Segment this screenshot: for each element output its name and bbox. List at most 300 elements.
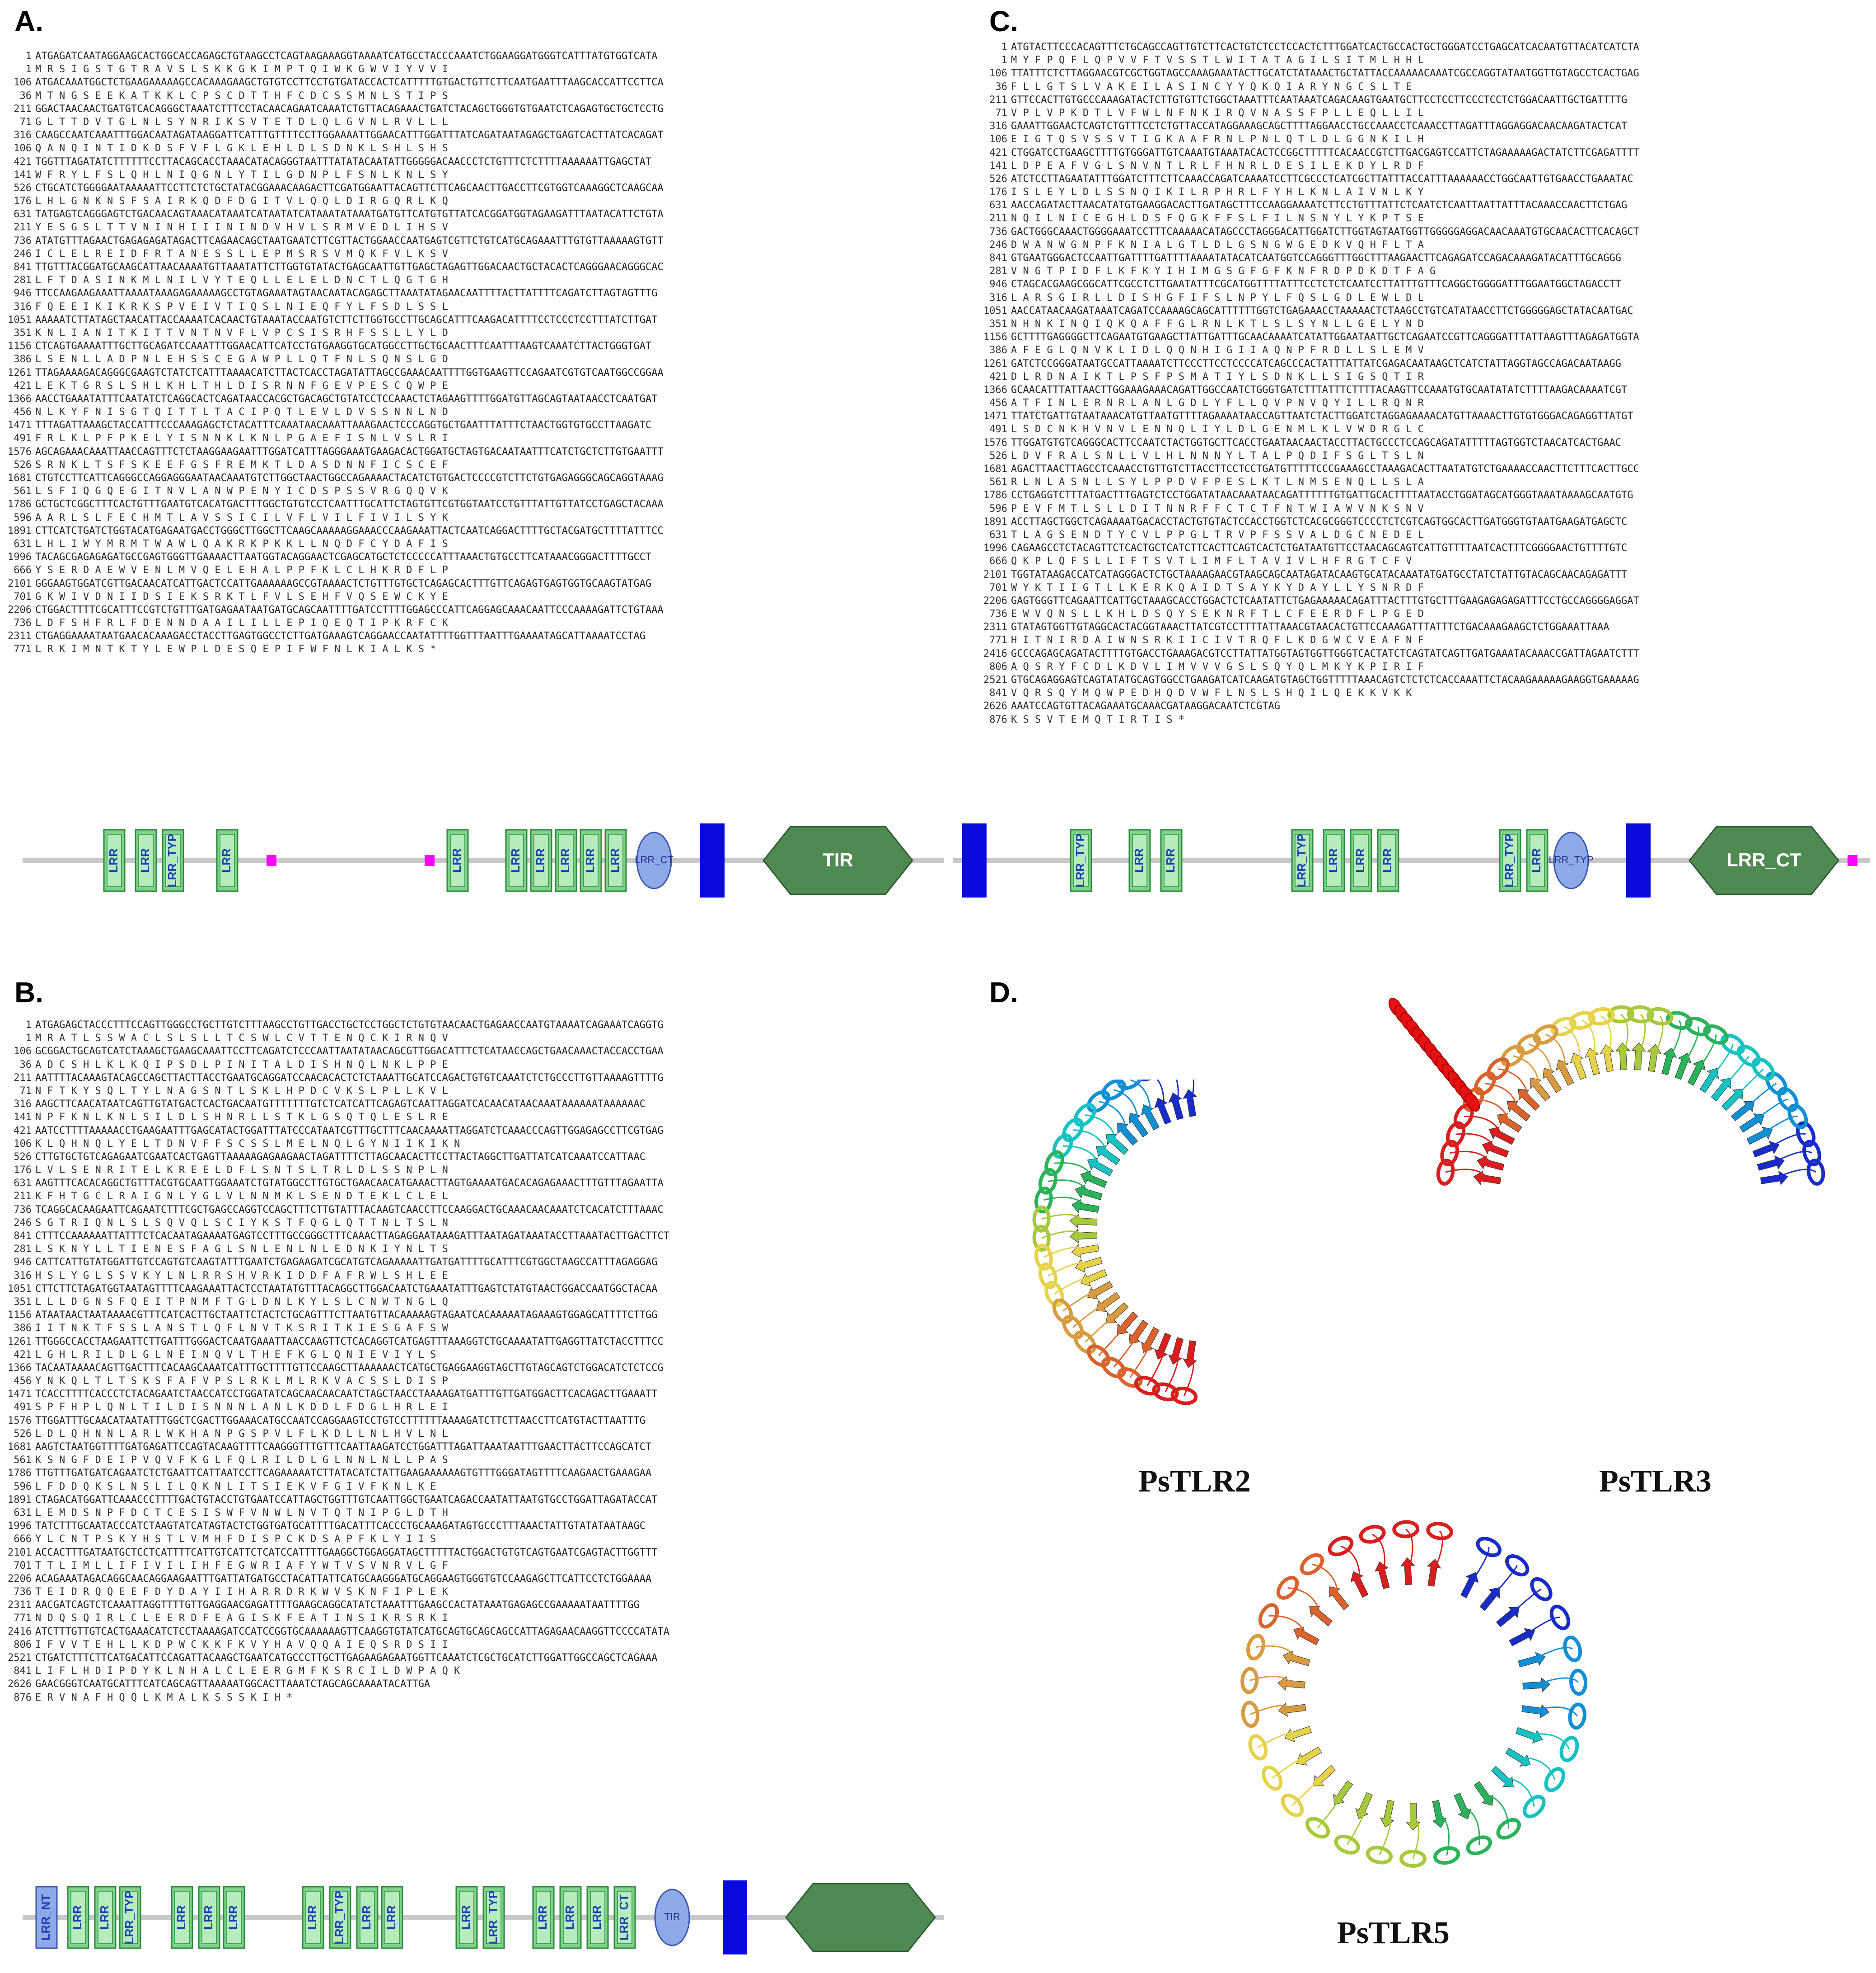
transmembrane-region [962, 823, 987, 898]
protein-sequence-line [0, 1269, 669, 1282]
lrr-domain [1129, 830, 1150, 891]
sequence-position-number: 1261 [983, 358, 1007, 369]
panel-a-label: A. [14, 5, 43, 37]
nucleotide-sequence-line [0, 1572, 669, 1585]
low-complexity-region [267, 855, 276, 866]
nucleotide-sequence-line [976, 594, 1639, 608]
sequence-text: TTGTTTGATGATCAGAATCTCTGAATTCATTAATCCTTCAGAAAAATCTTATACATCTATTGAAGAAAAAAGTGTTTGGGATAGTTTTCAAGAACTGAAAGAA [35, 1468, 652, 1479]
sequence-text: N Q I L N I C E G H L D S F Q G K F F S L F I L N S N Y L Y K P T S E [1011, 213, 1424, 224]
nucleotide-sequence-line [0, 1203, 669, 1216]
sequence-text: N D Q S Q I R L C L E E R D F E A G I S K F E A T I N S I K R S R K I [35, 1613, 448, 1624]
protein-sequence-line [0, 248, 664, 261]
protein-sequence-line [976, 265, 1639, 278]
nucleotide-sequence-line [0, 1177, 669, 1190]
sequence-text: CTGGATCCTGAAGCTTTTGTGGGATTGTCAAATGTAAATACACTCCGGCTTTTTCACAACCGTCTTGACGAGTCCATTCTAGAAAAAGACTATCTTCGAGATTTT [1011, 147, 1639, 159]
sequence-text: AACGATCAGTCTCAAATTAGGTTTTGTTGAGGAACGAGATTTTGAAGCAGGCATATCTAAATTTGAAGCCACTATAAATGAGAGCCGAAAAATAATTTTGG [35, 1599, 640, 1611]
sequence-text: A F E G L Q N V K L I D L Q Q N H I G I I A Q N P F R D L L S L E M V [1011, 345, 1424, 356]
sequence-position-number: 596 [14, 512, 32, 524]
sequence-position-number: 456 [14, 1375, 32, 1387]
sequence-position-number: 2626 [983, 701, 1007, 712]
sequence-text: G K W I V D N I I D S I E K S R K T L F V L S E H F V Q S E W C K Y E [35, 591, 448, 603]
protein-sequence-line [976, 370, 1639, 383]
pstlr5-helix [1521, 1793, 1548, 1820]
lrr-label: LRR [562, 1905, 576, 1930]
protein-sequence-line [0, 1348, 669, 1361]
nucleotide-sequence-line [0, 1651, 669, 1664]
lrr-domain [1500, 830, 1520, 891]
pstlr5-helix [1327, 1534, 1354, 1558]
sequence-position-number: 491 [14, 433, 32, 444]
sequence-position-number: 736 [14, 235, 32, 247]
protein-sequence-line [0, 116, 664, 129]
sequence-text: TTGGGCCACCTAAGAATTCTTGATTTGGGACTCAATGAAATTAACCAAGTTCTCACAGGTCATGAGTTTAAAGGTCTGCAAAATATTGAGGTTATCTACCTTTCC [35, 1336, 664, 1347]
pstlr2-helix [1072, 1101, 1099, 1128]
nucleotide-sequence-line [0, 1493, 669, 1506]
sequence-position-number: 351 [14, 1296, 32, 1308]
nucleotide-sequence-line [0, 1309, 669, 1322]
pstlr5-helix [1298, 1551, 1326, 1577]
lrr-label: LRR [174, 1905, 188, 1930]
nucleotide-sequence-line [0, 1440, 669, 1454]
protein-sequence-line [976, 476, 1639, 489]
protein-sequence-line [0, 1032, 669, 1045]
nucleotide-sequence-line [0, 1467, 669, 1480]
sequence-text: H I T N I R D A I W N S R K I I C I V T R Q F L K D G W C V E A F N F [1011, 635, 1424, 646]
lrr-domain [483, 1887, 504, 1948]
sequence-text: L A R S G I R L L D I S H G F I F S L N P Y L F Q S L G D L E W L D L [1011, 292, 1424, 304]
nucleotide-sequence-line [976, 515, 1639, 528]
sequence-text: CATTCATTGTATGGATTGTCCAGTGTCAAGTATTTGAATCTGAGAAGATCGCATGTCAGAAAAATTGATGATTTTGCATTTCGTGGCTAAGCCATTTAGAGGAG [35, 1257, 658, 1268]
lrr-label: LRR [589, 1905, 604, 1930]
sequence-text: ATATGTTTAGAACTGAGAGAGATAGACTTCAGAACAGCTAATGAATCTTCGTTACTGGAACCAATGAGTCGTTCTGTCATGCAGAAATTTGTGTTAAAAAGTGTT [35, 235, 664, 247]
sequence-text: AAGTTTCACACAGGCTGTTTACGTGCAATTGGAAATCTGTATGGCCTTGTGCTGAACAACATGAAACTTAGTGAAAATGACACAGAGAAACTTTGTTTAGAATTA [35, 1178, 664, 1189]
sequence-text: Y L C N T P S K Y H S T L V M H F D I S P C K D S A P F K L Y I I S [35, 1534, 436, 1545]
sequence-text: TTATTTCTCTTAGGAACGTCGCTGGTAGCCAAAGAAATACTTGCATCTATAAACTGCTATTACCAAAAACAAATCGCCAGGTATAATGGTTGTAGCCTCACTGAG [1011, 68, 1639, 79]
sequence-position-number: 526 [14, 1428, 32, 1440]
protein-sequence-line [976, 291, 1639, 304]
protein-sequence-line [976, 159, 1639, 173]
sequence-position-number: 246 [14, 1217, 32, 1229]
lrr-label: LRR [1529, 848, 1543, 873]
protein-sequence-line [0, 590, 664, 603]
nucleotide-sequence-line [0, 1546, 669, 1559]
nucleotide-sequence-line [0, 1282, 669, 1295]
nucleotide-sequence-line [0, 603, 664, 617]
sequence-text: AGACTTAACTTAGCCTCAAACCTGTTGTCTTACCTTCCTCCTGATGTTTTTCCCGAAAGCCTAAAGACACTTAATATGTCTGAAAACCAACTTCTTTCACTTGCC [1011, 463, 1639, 475]
pstlr3-helix [1719, 1032, 1747, 1057]
lrr-ct-label: LRR_TYP [1549, 854, 1594, 865]
lrr-label: LRR [201, 1905, 215, 1930]
sequence-text: L H L G N K N S F S A I R K Q D F D G I T V L Q Q L D I R G Q R L K Q [35, 196, 448, 207]
protein-sequence-line [976, 713, 1639, 726]
sequence-position-number: 631 [989, 200, 1007, 211]
protein-sequence-line [0, 1691, 669, 1704]
sequence-text: CTGCATCTGGGGAATAAAAATTCCTTCTCTGCTATACGGAAACAAGACTTCGATGGAATTACAGTTCTTCAGCAACTTGACCTTCGTGGTCAAAGGCTCAAGCAA [35, 182, 664, 194]
sequence-position-number: 1366 [8, 1362, 32, 1374]
sequence-position-number: 2206 [983, 595, 1007, 607]
protein-sequence-line [976, 502, 1639, 515]
sequence-position-number: 666 [14, 1534, 32, 1545]
nucleotide-sequence-line [0, 1256, 669, 1269]
nucleotide-sequence-line [0, 1124, 669, 1137]
sequence-position-number: 841 [989, 252, 1007, 264]
sequence-position-number: 596 [989, 503, 1007, 514]
sequence-text: N F T K Y S Q L T Y L N A G S N T L S K L H P D C V K S L P L L K V L [35, 1085, 448, 1097]
sequence-text: CCTGAGGTCTTTATGACTTTGAGTCTCCTGGATATAACAAATAACAGATTTTTTGTGATTGCACTTTTAATACCTGGATAGCATGGGTAAATAAAAGCAATGTG [1011, 490, 1633, 501]
nucleotide-sequence-line [0, 1019, 669, 1032]
pstlr3-helix [1775, 1085, 1800, 1113]
pstlr5-helix [1304, 1815, 1332, 1840]
panel-a-sequence [0, 50, 664, 656]
nucleotide-sequence-line [0, 76, 664, 89]
sequence-position-number: 2101 [8, 1547, 32, 1558]
sequence-position-number: 2416 [8, 1626, 32, 1637]
lrr-label: LRR [535, 1905, 549, 1930]
low-complexity-region [1848, 855, 1857, 866]
sequence-position-number: 36 [19, 1059, 32, 1071]
protein-sequence-line [0, 1638, 669, 1651]
lrr-domain [357, 1887, 378, 1948]
nucleotide-sequence-line [0, 472, 664, 485]
sequence-position-number: 631 [989, 529, 1007, 541]
sequence-position-number: 561 [14, 1454, 32, 1466]
lrr-domain [120, 1887, 140, 1948]
sequence-text: E W V Q N S L L K H L D S Q Y S E K N R F T L C F E E R D F L P G E D [1011, 608, 1424, 620]
sequence-position-number: 106 [14, 143, 32, 154]
sequence-position-number: 491 [989, 424, 1007, 435]
sequence-text: L D L Q H N N L A R L W K H A N P G S P V L F L K D L L N L H V L N L [35, 1428, 448, 1440]
pstlr5-helix [1503, 1552, 1531, 1579]
sequence-position-number: 2416 [983, 648, 1007, 659]
protein-sequence-line [0, 617, 664, 630]
sequence-position-number: 211 [14, 222, 32, 234]
nucleotide-sequence-line [976, 146, 1639, 159]
nucleotide-sequence-line [976, 542, 1639, 555]
nucleotide-sequence-line [0, 50, 664, 63]
sequence-position-number: 141 [14, 1112, 32, 1123]
nucleotide-sequence-line [0, 1678, 669, 1691]
protein-sequence-line [976, 80, 1639, 94]
transmembrane-region [723, 1880, 747, 1954]
sequence-text: P E V F M T L S L L D I T N N R F F C T C T F N T W I A W V N K S N V [1011, 503, 1424, 514]
pstlr5-helix [1359, 1524, 1385, 1544]
lrr-label: LRR [106, 848, 120, 873]
protein-sequence-line [0, 221, 664, 234]
lrr-label: LRR [1326, 848, 1340, 873]
nucleotide-sequence-line [0, 551, 664, 564]
sequence-text: L H L I W Y M R M T W A W L Q A K R K P K K L L N Q D F C Y D A F I S [35, 538, 448, 550]
lrr-domain [1071, 830, 1091, 891]
protein-sequence-line [976, 212, 1639, 225]
sequence-text: Q A N Q I N T I D K D S F V F L G K L E H L D L S D N K L S H L S H S [35, 143, 448, 154]
nucleotide-sequence-line [0, 1045, 669, 1058]
sequence-position-number: 106 [989, 134, 1007, 145]
sequence-text: TGGTTTAGATATCTTTTTTCCTTACAGCACCTAAACATACAGGGTAATTTATATACAATATTGGGGGACAACCCTCTGTTTCTCTTTTAAAAAATTGAGCTAT [35, 156, 652, 168]
sequence-position-number: 841 [14, 1665, 32, 1677]
nucleotide-sequence-line [0, 393, 664, 406]
sequence-text: GATCTCCGGGATAATGCCATTAAAATCTTCCCTTCCTCCCCATCAGCCCACTATTTATTATCGAGACAATAAGCTCATCTATTAGGTAGCCAGACAATAAGG [1011, 358, 1622, 369]
sequence-position-number: 176 [14, 1164, 32, 1176]
protein-sequence-line [0, 89, 664, 103]
nucleotide-sequence-line [0, 129, 664, 142]
sequence-text: TTGTTTACGGATGCAAGCATTAACAAAATGTTAAATATTCTTGGTGTATACTGAGCAATTGTTGAGCTAGAGTTGGACAACTGCTACACTCAGGGAACAGGGCAC [35, 262, 664, 273]
lrr-label: LRR_TYP [486, 1890, 500, 1945]
sequence-text: TATCTTTGCAATACCCATCTAAGTATCATAGTACTCTGGTGATGCATTTTGACATTTCACCCTGCAAAGATAGTGCCCTTTAAACTATTGTATATAATAAGC [35, 1520, 646, 1532]
sequence-position-number: 666 [989, 556, 1007, 567]
nucleotide-sequence-line [0, 287, 664, 300]
lrr-domain [172, 1887, 192, 1948]
sequence-position-number: 1261 [8, 367, 32, 379]
sequence-position-number: 281 [14, 1244, 32, 1255]
tir-domain [786, 1884, 935, 1951]
sequence-text: E R V N A F H Q Q L K M A L K S S S K I H * [35, 1692, 293, 1703]
sequence-text: CTGGACTTTTCGCATTTCCGTCTGTTTGATGAGAATAATGATGCAGCAATTTTGATCCTTTTGGAGCCCATTCAGGAGCAAACAATTCCCAAAAGATTCTGTAAA [35, 604, 664, 616]
sequence-position-number: 71 [19, 116, 32, 128]
sequence-position-number: 1 [1001, 42, 1007, 53]
nucleotide-sequence-line [976, 357, 1639, 370]
sequence-position-number: 1156 [8, 1309, 32, 1321]
sequence-position-number: 1996 [983, 542, 1007, 554]
sequence-text: GGGAAGTGGATCGTTGACAACATCATTGACTCCATTGAAAAAAGCCGTAAAACTCTGTTTGTGCTCAGAGCACTTTGTTCAGAGTGAGTGGTGCAAGTATGAG [35, 578, 652, 589]
sequence-position-number: 1471 [8, 420, 32, 431]
pstlr3-loop [1733, 1069, 1763, 1099]
nucleotide-sequence-line [0, 261, 664, 274]
sequence-position-number: 876 [989, 714, 1007, 725]
lrr-domain [163, 830, 183, 891]
lrr-ct-label: LRR_CT [635, 854, 674, 865]
sequence-position-number: 631 [14, 209, 32, 220]
sequence-text: ACCACTTTGATAATGCTCCTCATTTTCATTGTCATTCTCATCCATTTTGAAGGCTGGAGGATAGCTTTTTACTGGACTGTGTCAGTGAATCGAGTACTTGGTTT [35, 1547, 658, 1558]
sequence-position-number: 141 [989, 160, 1007, 172]
sequence-position-number: 386 [14, 1323, 32, 1334]
sequence-text: AGCAGAAACAAATTAACCAGTTTCTCTAAGGAAGAATTTGGATCATTTAGGGAAATGAAGACACTGGATGCTAGTGACAATAATTTCATCTGCTCTTGTGAATTT [35, 446, 664, 458]
pstlr3-helix [1764, 1070, 1790, 1098]
nucleotide-sequence-line [976, 173, 1639, 186]
lrr-domain [1161, 830, 1182, 891]
protein-sequence-line [0, 485, 664, 498]
sequence-position-number: 491 [14, 1402, 32, 1413]
lrr-domain [199, 1887, 220, 1948]
sequence-position-number: 946 [14, 1257, 32, 1268]
nucleotide-sequence-line [976, 700, 1639, 713]
sequence-position-number: 596 [14, 1481, 32, 1492]
nucleotide-sequence-line [0, 208, 664, 221]
sequence-text: V Q R S Q Y M Q W P E D H Q D V W F L N S L S H Q I L Q E K K V K K [1011, 687, 1412, 699]
lrr-nt-domain [36, 1887, 57, 1948]
protein-sequence-line [976, 660, 1639, 673]
sequence-position-number: 281 [989, 266, 1007, 277]
nucleotide-sequence-line [0, 1335, 669, 1348]
protein-sequence-line [976, 397, 1639, 410]
sequence-position-number: 421 [14, 156, 32, 168]
sequence-text: N P F K N L K N L S I L D L S H N R L L S T K L G S Q T Q L E S L R E [35, 1112, 448, 1123]
sequence-text: GCAACATTTATTAACTTGGAAAGAAACAGATTGGCCAATCTGGGTGATCTTTATTTCTTTTACAAGTTCCAAATGTGCAATATATCTTTTAAGACAAAATCGT [1011, 384, 1628, 396]
sequence-text: A T F I N L E R N R L A N L G D L Y F L L Q V P N V Q Y I L L R Q N R [1011, 397, 1424, 409]
sequence-position-number: 106 [989, 68, 1007, 79]
sequence-text: K N L I A N I T K I T T V N T N V F L V P C S I S R H F S S L L Y L D [35, 327, 448, 339]
sequence-position-number: 1996 [8, 1520, 32, 1532]
protein-sequence-line [0, 353, 664, 366]
pstlr3-structure [1369, 998, 1866, 1450]
sequence-text: TTGGATTTGCAACATAATATTTGGCTCGACTTGGAAACATGCCAATCCAGGAAGTCCTGTCCTTTTTTAAAAGATCTTCTTAACCTTCATGTACTTAATTTG [35, 1415, 646, 1426]
tir-hexagon [786, 1884, 935, 1951]
sequence-position-number: 1681 [983, 463, 1007, 475]
sequence-text: L E K T G R S L S H L K H L T H L D I S R N N F G E V P E S C Q W P E [35, 380, 448, 392]
lrr-domain [217, 830, 238, 891]
pstlr3-label: PsTLR3 [1599, 1464, 1712, 1499]
sequence-position-number: 701 [14, 1560, 32, 1571]
sequence-text: TCACCTTTTCACCCTCTACAGAATCTAACCATCCTGGATATCAGCAACAACAATCTAGCTAACCTAAAAGATGATTTGTTGATGGACTTCACAGACTTGAAATT [35, 1389, 658, 1400]
protein-sequence-line [976, 555, 1639, 568]
nucleotide-sequence-line [976, 199, 1639, 212]
sequence-position-number: 736 [14, 617, 32, 629]
lrr-label: LRR [1353, 848, 1367, 873]
sequence-position-number: 1051 [983, 305, 1007, 317]
nucleotide-sequence-line [0, 103, 664, 116]
sequence-position-number: 1576 [8, 446, 32, 458]
sequence-position-number: 2206 [8, 604, 32, 616]
nucleotide-sequence-line [0, 1230, 669, 1243]
sequence-position-number: 386 [14, 354, 32, 365]
sequence-position-number: 806 [14, 1639, 32, 1650]
nucleotide-sequence-line [0, 1071, 669, 1085]
nucleotide-sequence-line [976, 621, 1639, 634]
sequence-text: GAACGGGTCAATGCATTTCATCAGCAGTTAAAAATGGCACTTAAATCTAGCAGCAAAATACATTGA [35, 1678, 430, 1690]
protein-sequence-line [0, 1085, 669, 1098]
protein-sequence-line [0, 63, 664, 76]
pstlr5-loop [1292, 1776, 1324, 1805]
sequence-text: CTCAGTGAAAATTTGCTTGCAGATCCAAATTTGGAACATTCATCCTGTGAAGGTGCATGGCCTTGCTGCAACTTTCAATTTAAGTCAAATCTTACTGGGTGAT [35, 341, 652, 352]
sequence-text: W Y K T I I G T L L K E R K Q A I D T S A Y K Y D A Y L L Y S N R D F [1011, 582, 1424, 594]
sequence-text: GTATAGTGGTTGTAGGCACTACGGTAAACTTATCGTCCTTTTATTAAACGTAACACTGTTCCAAAGATTTATTTCTGACAAAGAAGCTCTGGAAATTAAA [1011, 622, 1609, 633]
protein-sequence-line [0, 406, 664, 419]
lrr-label: LRR_TYP [1502, 833, 1516, 888]
lrr-label: LRR [359, 1905, 373, 1930]
nucleotide-sequence-line [0, 577, 664, 590]
sequence-position-number: 211 [14, 103, 32, 115]
sequence-position-number: 876 [14, 1692, 32, 1703]
sequence-position-number: 736 [14, 1204, 32, 1216]
sequence-text: GACTGGGCAAACTGGGGAAATCCTTTCAAAAACATAGCCCTAGGGACATTGGATCTTGGTAGTAATGGTTGGGGGAGGACAACAAATGTGCAACACTTCACAGCT [1011, 226, 1639, 238]
sequence-position-number: 36 [995, 81, 1007, 93]
sequence-text: TTTAGATTAAAGCTACCATTTCCCAAAGAGCTCTACATTTCAAATAACAAATTAAAGAACTCCCAGGTGCTGAATTTATTTCTAACTGGTGTGCCTTAAGATC [35, 420, 652, 431]
lrr-label: LRR [70, 1905, 84, 1930]
nucleotide-sequence-line [0, 1599, 669, 1612]
sequence-position-number: 1786 [983, 490, 1007, 501]
sequence-text: K S N G F D E I P V Q V F K G L F Q L R I L D L G L N N L N L L P A S [35, 1454, 448, 1466]
sequence-position-number: 1 [25, 1033, 32, 1044]
nucleotide-sequence-line [0, 182, 664, 195]
protein-sequence-line [0, 142, 664, 155]
pstlr2-loop [1085, 1314, 1117, 1342]
pstlr5-helix [1528, 1576, 1554, 1603]
pstlr3-helix [1499, 1043, 1527, 1069]
sequence-text: V N G T P I D F L K F K Y I H I M G S G F G F K N F R D P D K D T F A G [1011, 266, 1436, 277]
lrr-domain [382, 1887, 402, 1948]
sequence-text: N H N K I N Q I Q K Q A F F G L R N L K T L S L S Y N L L G E L Y N D [1011, 318, 1424, 330]
sequence-position-number: 421 [989, 147, 1007, 159]
lrr-domain [136, 830, 156, 891]
sequence-position-number: 316 [14, 1099, 32, 1110]
sequence-position-number: 421 [14, 1125, 32, 1136]
sequence-text: I C L E L R E I D F R T A N E S S L L E P M S R S V M Q K F V L K S V [35, 248, 448, 260]
lrr-ct-label: TIR [664, 1911, 680, 1922]
sequence-text: CTTGTGCTGTCAGAGAATCGAATCACTGAGTTAAAAAGAGAAGAACTAGATTTTCTTAGCAACACTTCCTTACTAGGCTTGATTATCATCAAATCCATTAAC [35, 1151, 646, 1163]
sequence-position-number: 316 [14, 301, 32, 313]
sequence-text: A A R L S L F E C H M T L A V S S I C I L V F L V I L F I V I L S Y K [35, 512, 448, 524]
sequence-text: GAGTGGGTTCAGAATTCATTGCTAAAGCACCTGGACTCTCAATATTCTGAGAAAAACAGATTTACTTTGTGCTTTGAAGAGAGAGATTTCCTGCCAGGGGAGGAT [1011, 595, 1639, 607]
sequence-text: V P L V P K D T L V F W L N F N K I R Q V N A S S F P L L E Q L L I L [1011, 107, 1424, 119]
pstlr5-helix [1394, 1521, 1418, 1537]
sequence-position-number: 841 [989, 687, 1007, 699]
lrr-domain [1527, 830, 1548, 891]
lrr-label: LRR [219, 848, 233, 873]
lrr-label: LRR [533, 848, 547, 873]
pstlr3-helix [1472, 1070, 1498, 1098]
sequence-text: L R K I M N T K T Y L E W P L D E S Q E P I F W F N L K I A L K S * [35, 644, 436, 655]
panel-b-domain-architecture [23, 1870, 949, 1965]
sequence-text: I I T N K T F S S L A N S T L Q F L N V T K S R I T K I E S G A F S W [35, 1323, 448, 1334]
sequence-position-number: 211 [14, 1072, 32, 1084]
nucleotide-sequence-line [976, 436, 1639, 449]
nucleotide-sequence-line [0, 498, 664, 511]
tir-domain [1689, 827, 1839, 894]
sequence-position-number: 71 [19, 1085, 32, 1097]
lrr-domain [556, 830, 576, 891]
sequence-position-number: 701 [14, 591, 32, 603]
lrr-ct-domain [1549, 832, 1593, 888]
sequence-text: AAATCCAGTGTTACAGAAATGCAAACGATAAGGACAATCTCGTAG [1011, 701, 1281, 712]
nucleotide-sequence-line [976, 252, 1639, 265]
lrr-label: LRR [608, 848, 622, 873]
sequence-position-number: 2311 [8, 1599, 32, 1611]
sequence-position-number: 246 [14, 248, 32, 260]
protein-sequence-line [976, 238, 1639, 252]
lrr-domain [533, 1887, 554, 1948]
sequence-position-number: 421 [14, 380, 32, 392]
sequence-text: TCAGGCACAAGAATTCAGAATCTTTCGCTGAGCCAGGTCCAGCTTTCTTGTATTTACAAGTCAACCTTCCAAGGACTGCAAACAACAAATCTCACATCTTTAAAC [35, 1204, 664, 1216]
sequence-position-number: 561 [14, 486, 32, 497]
sequence-text: TGGTATAAGACCATCATAGGGACTCTGCTAAAAGAACGTAAGCAGCAATAGATACAAGTGCATACAAATATGATGCCTATCTATTGTACAGCAACAGAGATTT [1011, 569, 1628, 580]
sequence-text: CTGAGGAAAATAATGAACACAAAGACCTACCTTGAGTGGCCTCTTGATGAAAGTCAGGAACCAATATTTTGGTTTAATTTGAAAATAGCATTAAAATCCTAG [35, 631, 646, 642]
sequence-text: GAAATTGGAACTCAGTCTGTTTCCTCTGTTACCATAGGAAAGCAGCTTTTAGGAACCTGCCAAACCTCAAACCTTAGATTTAGGAGGACAACAAGATACTCAT [1011, 121, 1628, 132]
sequence-text: L S E N L L A D P N L E H S S C E G A W P L L Q T F N L S Q N S L G D [35, 354, 448, 365]
sequence-text: GCGGACTGCAGTCATCTAAAGCTGAAGCAAATTCCTTCAGATCTCCCAATTAATATAACAGCGTTGGACATTTCTCATAACCAGCTGAACAAACTACCACCTGAA [35, 1046, 664, 1057]
sequence-position-number: 316 [989, 121, 1007, 132]
protein-sequence-line [0, 511, 664, 524]
sequence-text: M T N G S E E K A T K K L C P S C D T T H F C D C S S M N L S T I P S [35, 90, 448, 102]
sequence-text: GTTCCACTTGTGCCCAAAGATACTCTTGTGTTCTGGCTAAATTTCAATAAATCAGACAAGTGAATGCTTCCTCCTTCCCTCCTCTGGACAATTGCTGATTTTG [1011, 94, 1628, 106]
sequence-position-number: 1891 [983, 516, 1007, 528]
sequence-text: TTCCAAGAAGAAATTAAAATAAAGAGAAAAAGCCTGTAGAAATAGTAACAATACAGAGCTTAAATATAGAACAATTTTACTTATTTTCAGATCTTAGTAGTTTG [35, 288, 658, 299]
panel-c-sequence [976, 41, 1639, 726]
lrr-ct-domain [655, 1889, 689, 1945]
lrr-label: LRR [305, 1905, 319, 1930]
sequence-position-number: 1366 [983, 384, 1007, 396]
sequence-position-number: 316 [989, 292, 1007, 304]
sequence-position-number: 421 [989, 371, 1007, 383]
protein-sequence-line [0, 1401, 669, 1414]
sequence-position-number: 1156 [983, 332, 1007, 343]
sequence-text: G L T T D V T G L N L S Y N R I K S V T E T D L Q L G V N L R V L L L [35, 116, 448, 128]
protein-sequence-line [0, 1375, 669, 1388]
lrr-label: LRR_TYP [165, 833, 179, 888]
sequence-text: A Q S R Y F C D L K D V L I M V V V G S L S Q Y Q L M K Y K P I R I F [1011, 661, 1424, 673]
sequence-position-number: 526 [14, 1151, 32, 1163]
sequence-text: T T L I M L L I F I V I L I H F E G W R I A F Y W T V S V N R V L G F [35, 1560, 448, 1571]
lrr-label: LRR [138, 848, 152, 873]
lrr-label: LRR_TYP [332, 1890, 346, 1945]
